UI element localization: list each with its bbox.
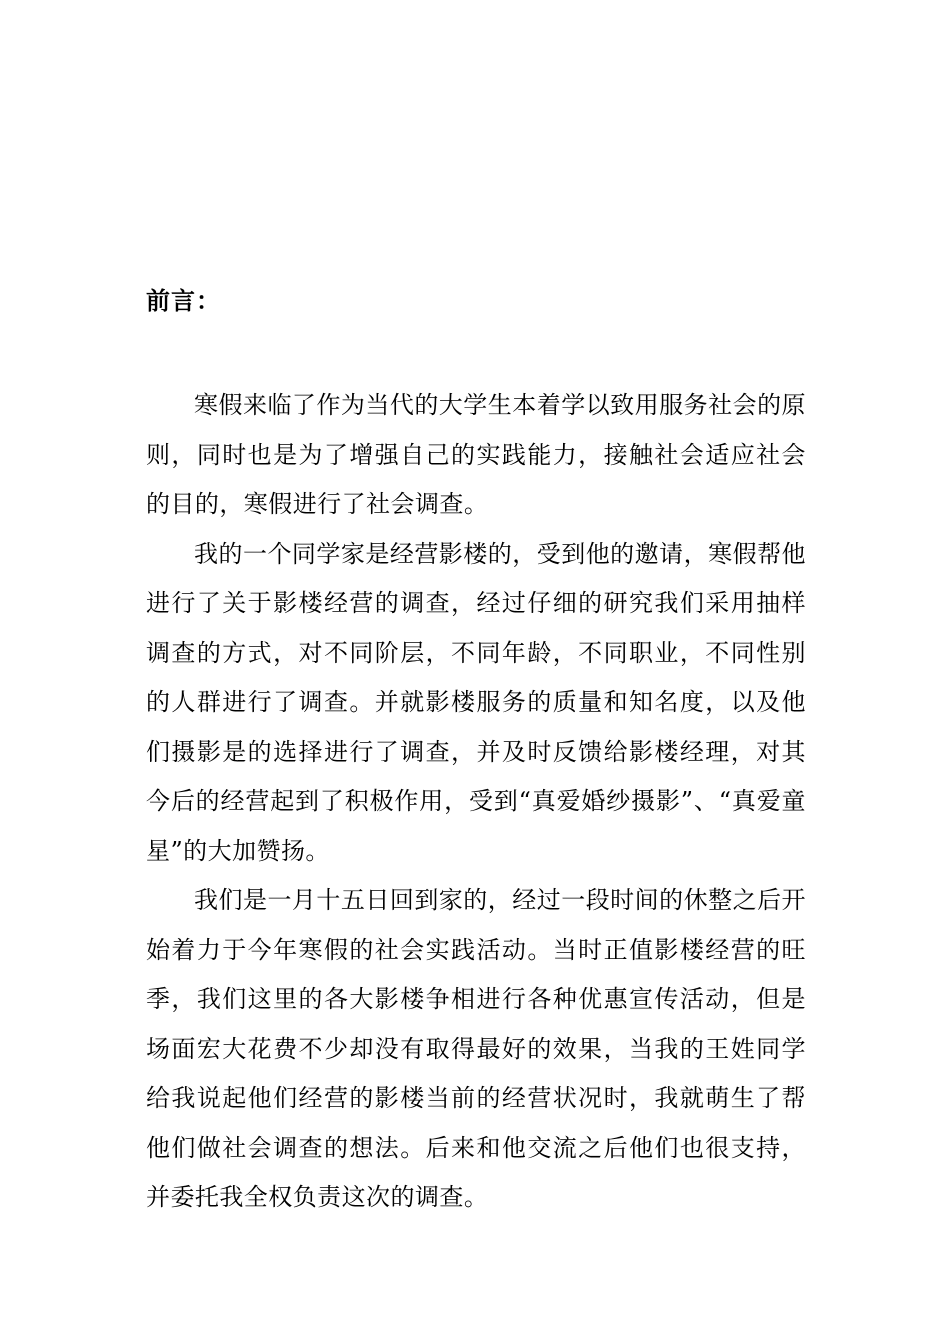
paragraph-intro: 寒假来临了作为当代的大学生本着学以致用服务社会的原则，同时也是为了增强自己的实践能力，接触社会适应社会的目的，寒假进行了社会调查。 [146,391,806,518]
paragraph-background: 我们是一月十五日回到家的，经过一段时间的休整之后开始着力于今年寒假的社会实践活动。当时正值影楼经营的旺季，我们这里的各大影楼争相进行各种优惠宣传活动，但是场面宏大花费不少却没有取得最好的效果，当我的王姓同学给我说起他们经营的影楼当前的经营状况时，我就萌生了帮他们做社会调查的想法。后来和他交流之后他们也很支持，并委托我全权负责这次的调查。 [146,886,806,1211]
paragraph-invitation: 我的一个同学家是经营影楼的，受到他的邀请，寒假帮他进行了关于影楼经营的调查，经过仔细的研究我们采用抽样调查的方式，对不同阶层，不同年龄，不同职业，不同性别的人群进行了调查。并就影楼服务的质量和知名度，以及他们摄影是的选择进行了调查，并及时反馈给影楼经理，对其今后的经营起到了积极作用，受到“真爱婚纱摄影”、“真爱童星”的大加赞扬。 [146,539,806,865]
section-heading: 前言： [146,286,221,315]
body-text [146,381,806,1223]
